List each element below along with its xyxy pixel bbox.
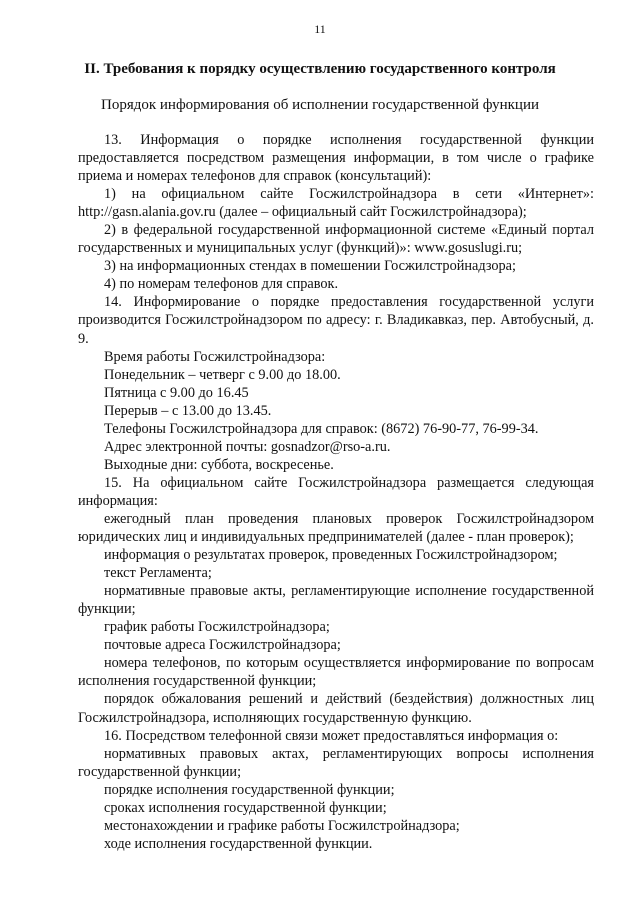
paragraph-16: 16. Посредством телефонной связи может предоставляться информация о: (104, 727, 559, 744)
list-item-phone-procedure: порядке исполнения государственной функции; (104, 781, 395, 798)
subheading: Порядок информирования об исполнении государственной функции (100, 97, 539, 113)
list-item-phones: 4) по номерам телефонов для справок. (104, 276, 339, 293)
list-item-website: 1) на официальном сайте Госжилстройнадзора в сети «Интернет»: http://gasn.alania.gov.ru (далее – официальный сайт Госжилстройнадзора); (78, 186, 594, 221)
list-item-phone-progress: ходе исполнения государственной функции. (104, 835, 373, 852)
list-item-postal-addresses: почтовые адреса Госжилстройнадзора; (104, 637, 341, 654)
paragraph-14: 14. Информирование о порядке предоставления государственной услуги производится Госжилстройнадзором по адресу: г. Владикавказ, пер. Автобусный, д. 9. (78, 294, 594, 347)
list-item-results: информация о результатах проверок, проведенных Госжилстройнадзором; (104, 547, 558, 564)
list-item-annual-plan: ежегодный план проведения плановых проверок Госжилстройнадзором юридических лиц и индивидуальных предпринимателей (далее - план проверок); (78, 510, 594, 546)
paragraph-15: 15. На официальном сайте Госжилстройнадзора размещается следующая информация: (78, 474, 594, 509)
list-item-phone-numbers: номера телефонов, по которым осуществляется информирование по вопросам исполнения государственной функции; (78, 655, 594, 690)
hours-friday: Пятница с 9.00 до 16.45 (104, 384, 249, 401)
document-body (78, 131, 594, 853)
contact-phones: Телефоны Госжилстройнадзора для справок: (8672) 76-90-77, 76-99-34. (104, 420, 539, 437)
section-heading: II. Требования к порядку осуществлению государственного контроля (84, 61, 556, 77)
list-item-stands: 3) на информационных стендах в помешении Госжилстройнадзора; (104, 258, 516, 275)
list-item-phone-location: местонахождении и графике работы Госжилстройнадзора; (104, 817, 460, 834)
hours-mon-thu: Понедельник – четверг с 9.00 до 18.00. (104, 366, 341, 383)
days-off: Выходные дни: суббота, воскресенье. (104, 456, 334, 473)
list-item-portal: 2) в федеральной государственной информационной системе «Единый портал государственных и муниципальных услуг (функций)»: www.gosuslugi.ru; (78, 222, 594, 257)
page-number: 11 (314, 22, 326, 36)
list-item-regulation-text: текст Регламента; (104, 565, 212, 582)
list-item-appeal-procedure: порядок обжалования решений и действий (бездействия) должностных лиц Госжилстройнадзора, исполняющих государственную функцию. (78, 691, 594, 726)
working-hours-title: Время работы Госжилстройнадзора: (104, 348, 326, 365)
list-item-schedule: график работы Госжилстройнадзора; (104, 619, 330, 636)
contact-email: Адрес электронной почты: gosnadzor@rso-a.ru. (104, 438, 391, 455)
list-item-legal-acts: нормативные правовые акты, регламентирующие исполнение государственной функции; (78, 583, 594, 618)
list-item-phone-deadlines: сроках исполнения государственной функции; (104, 799, 387, 816)
list-item-phone-legal-acts: нормативных правовых актах, регламентирующих вопросы исполнения государственной функции; (78, 745, 594, 780)
paragraph-13: 13. Информация о порядке исполнения государственной функции предоставляется посредством размещения информации, в том числе о графике приема и номерах телефонов для справок (консультаций): (78, 132, 594, 185)
hours-break: Перерыв – с 13.00 до 13.45. (104, 402, 272, 419)
